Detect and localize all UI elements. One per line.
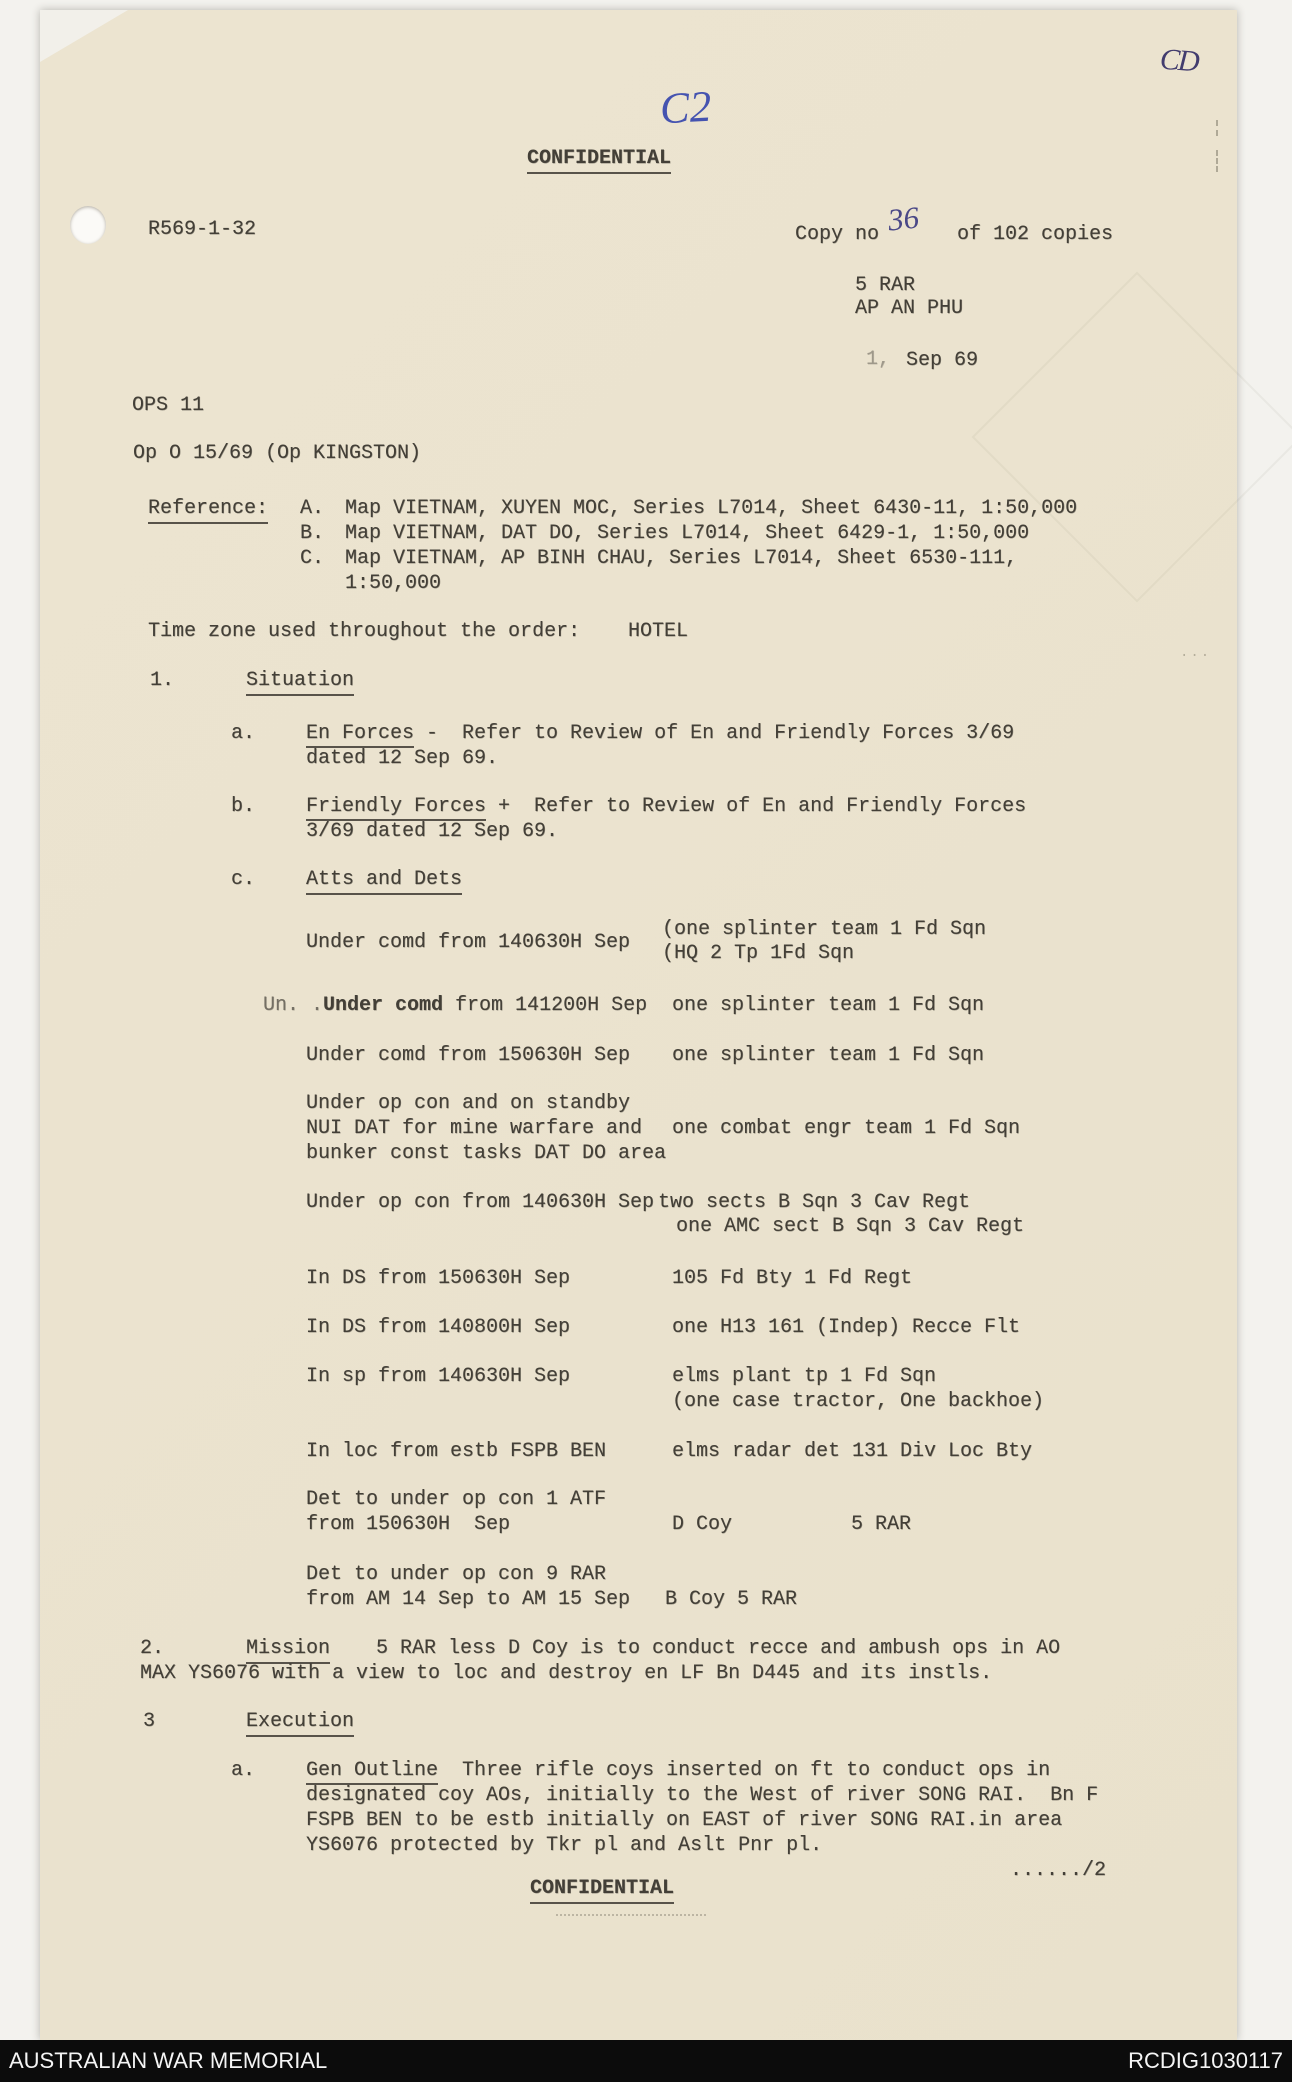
section-1b-label: Friendly Forces [306, 795, 486, 821]
pencil-dots: ... [1180, 645, 1212, 661]
att-row-right: one splinter team 1 Fd Sqn [672, 1044, 985, 1067]
section-1c-label: Atts and Dets [306, 867, 462, 895]
section-1-number: 1. [150, 669, 175, 692]
unit-location: AP AN PHU [855, 297, 964, 320]
att-row-right: B Coy 5 RAR [665, 1588, 798, 1611]
copy-number-suffix: of 102 copies [957, 223, 1114, 246]
document-page [40, 10, 1237, 2040]
reference-a-text: Map VIETNAM, XUYEN MOC, Series L7014, Sheet 6430-11, 1:50,000 [345, 497, 1078, 520]
torn-corner [40, 10, 128, 62]
reference-label: Reference: [148, 496, 268, 524]
att-row-right: (one case tractor, One backhoe) [672, 1390, 1045, 1413]
att-row-right: elms radar det 131 Div Loc Bty [672, 1440, 1033, 1463]
att-row-left: Under comd from 150630H Sep [306, 1044, 631, 1067]
pencil-mark [1216, 120, 1218, 136]
section-1a-line2: dated 12 Sep 69. [306, 747, 499, 770]
file-reference: R569-1-32 [148, 218, 257, 241]
att-row-left: from 150630H Sep [306, 1513, 511, 1536]
att-row-left: Det to under op con 1 ATF [306, 1488, 607, 1511]
att-row-left: In sp from 140630H Sep [306, 1365, 571, 1388]
ops-reference: OPS 11 [132, 394, 205, 417]
section-3a-line1 [306, 1758, 1050, 1783]
embossed-seal [972, 272, 1292, 603]
att-row-right: one AMC sect B Sqn 3 Cav Regt [676, 1215, 1025, 1238]
handwritten-annotation-c2: C2 [658, 81, 713, 134]
reference-b-text: Map VIETNAM, DAT DO, Series L7014, Sheet 6429-1, 1:50,000 [345, 522, 1030, 545]
operation-order-title: Op O 15/69 (Op KINGSTON) [133, 442, 422, 465]
hole-punch [70, 206, 106, 244]
section-2-text-cont: MAX YS6076 with a view to loc and destroy en LF Bn D445 and its instls. [140, 1662, 993, 1685]
pencil-mark [1216, 150, 1218, 172]
overtyped-text: Under comd [323, 994, 444, 1017]
att-row-left: Det to under op con 9 RAR [306, 1563, 607, 1586]
att-row-right: D Coy [672, 1513, 733, 1536]
att-row-left: NUI DAT for mine warfare and [306, 1117, 643, 1140]
att-row-right: one splinter team 1 Fd Sqn [672, 994, 985, 1017]
att-row-left: Un. .Under comd from 141200H Sep [263, 994, 648, 1017]
att-row-left: In DS from 140800H Sep [306, 1316, 571, 1339]
section-1-title: Situation [246, 668, 354, 696]
att-row-left: Under op con from 140630H Sep [306, 1191, 655, 1214]
section-1b-text: + Refer to Review of En and Friendly Forces [486, 795, 1027, 818]
archive-footer-bar [0, 2040, 1292, 2082]
section-1a-text: - Refer to Review of En and Friendly Forces 3/69 [414, 722, 1015, 745]
att-row-left: from AM 14 Sep to AM 15 Sep [306, 1588, 631, 1611]
timezone-label: Time zone used throughout the order: [148, 620, 581, 643]
section-1b-line2: 3/69 dated 12 Sep 69. [306, 820, 559, 843]
att-row-left: In loc from estb FSPB BEN [306, 1440, 607, 1463]
archive-id: RCDIG1030117 [1128, 2048, 1283, 2073]
section-2-number: 2. [140, 1637, 165, 1660]
section-3-number: 3 [143, 1710, 156, 1733]
att-row-right: 5 RAR [851, 1513, 912, 1536]
document-date: Sep 69 [906, 349, 979, 372]
att-row-right: two sects B Sqn 3 Cav Regt [658, 1191, 971, 1214]
faint-dotted-line [556, 1914, 706, 1916]
handwritten-annotation-cd: CD [1158, 42, 1199, 79]
classification-footer: CONFIDENTIAL [530, 1876, 674, 1904]
classification-header: CONFIDENTIAL [527, 146, 671, 174]
timezone-value: HOTEL [628, 620, 689, 643]
att-row-right: (one splinter team 1 Fd Sqn [662, 918, 987, 941]
att-row-right: elms plant tp 1 Fd Sqn [672, 1365, 937, 1388]
att-row-left: bunker const tasks DAT DO area [306, 1142, 667, 1165]
section-2-text: 5 RAR less D Coy is to conduct recce and ambush ops in AO [376, 1637, 1061, 1660]
reference-b-letter: B. [300, 522, 325, 545]
att-row-right: one combat engr team 1 Fd Sqn [672, 1117, 1021, 1140]
section-1a-label: En Forces [306, 722, 414, 748]
att-row-left: Under op con and on standby [306, 1092, 631, 1115]
att-row-left: Under comd from 140630H Sep [306, 931, 631, 954]
section-3a-line4: YS6076 protected by Tkr pl and Aslt Pnr pl. [306, 1834, 823, 1857]
att-row-right: (HQ 2 Tp 1Fd Sqn [662, 942, 855, 965]
copy-number-prefix: Copy no [795, 223, 880, 246]
att-row-right: one H13 161 (Indep) Recce Flt [672, 1316, 1021, 1339]
att-row-left: In DS from 150630H Sep [306, 1267, 571, 1290]
archive-name: AUSTRALIAN WAR MEMORIAL [9, 2048, 328, 2073]
unit-name: 5 RAR [855, 274, 916, 297]
section-3a-text: Three rifle coys inserted on ft to conduct ops in [438, 1759, 1051, 1782]
reference-c-text: Map VIETNAM, AP BINH CHAU, Series L7014, Sheet 6530-111, [345, 547, 1018, 570]
reference-c-letter: C. [300, 547, 325, 570]
handwritten-copy-number: 36 [886, 199, 921, 238]
section-3a-number: a. [231, 1759, 256, 1782]
section-2-title: Mission [246, 1636, 330, 1664]
page-continuation-marker: ....../2 [1010, 1859, 1107, 1882]
section-1a-number: a. [231, 722, 256, 745]
section-1b-number: b. [231, 795, 256, 818]
section-1a-line1 [306, 721, 1014, 746]
att-row-right: 105 Fd Bty 1 Fd Regt [672, 1267, 913, 1290]
reference-c-text-cont: 1:50,000 [345, 572, 442, 595]
section-3a-line2: designated coy AOs, initially to the West of river SONG RAI. Bn F [306, 1784, 1099, 1807]
section-1b-line1 [306, 794, 1026, 819]
date-smudge: 1, [866, 348, 891, 371]
section-3a-label: Gen Outline [306, 1759, 438, 1785]
reference-a-letter: A. [300, 497, 325, 520]
section-1c-number: c. [231, 868, 256, 891]
section-3a-line3: FSPB BEN to be estb initially on EAST of river SONG RAI.in area [306, 1809, 1063, 1832]
overtype-smudge: Un. . [263, 994, 324, 1017]
section-3-title: Execution [246, 1709, 354, 1737]
